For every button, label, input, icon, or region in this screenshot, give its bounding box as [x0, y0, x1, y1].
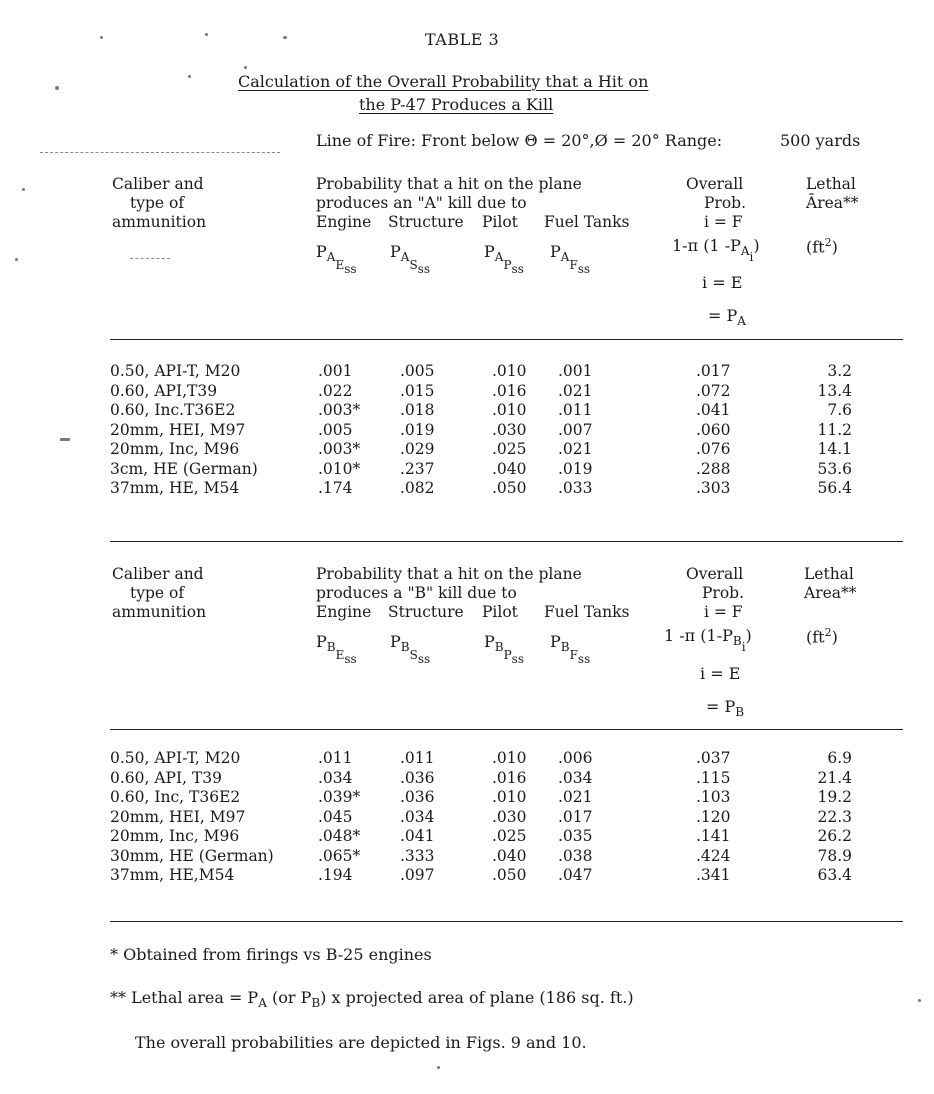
lethal-col-header: Ārea**	[806, 194, 859, 212]
ammunition-cell: 0.60, API,T39	[110, 381, 218, 400]
pilot-col-header: Pilot	[482, 213, 518, 231]
symbol-fuel: $P_{BFss}$	[550, 632, 591, 667]
pilot-cell: .050	[492, 866, 527, 884]
table-title-line-2: the P-47 Produces a Kill	[359, 95, 554, 114]
overall-cell: .041	[696, 401, 731, 419]
symbol-pilot: $P_{APss}$	[484, 242, 524, 277]
lethal-area-cell: 11.2	[817, 420, 852, 439]
overall-cell: .288	[696, 459, 731, 478]
symbol-structure: $P_{ASss}$	[390, 242, 430, 277]
figures-note: The overall probabilities are depicted in Figs. 9 and 10.	[135, 1033, 587, 1052]
engine-cell: .174	[318, 479, 353, 497]
lethal-area-cell: 26.2	[817, 827, 852, 845]
ammunition-cell: 20mm, HEI, M97	[110, 420, 246, 439]
pilot-cell: .010	[492, 401, 527, 419]
ammunition-cell: 37mm, HE,M54	[110, 866, 235, 884]
fuel-cell: .033	[558, 479, 593, 497]
pilot-cell: .016	[492, 381, 527, 400]
engine-cell: .039*	[318, 788, 361, 806]
pilot-col-header: Pilot	[482, 603, 518, 621]
caliber-col-header: Caliber and	[112, 565, 204, 583]
lethal-col-header: Lethal	[806, 175, 856, 193]
overall-col-header: i = F	[704, 603, 743, 621]
overall-cell: .017	[696, 362, 731, 380]
overall-cell: .115	[696, 768, 731, 787]
ammunition-cell: 0.60, API, T39	[110, 768, 223, 787]
structure-cell: .019	[400, 420, 435, 439]
footnote-double-asterisk: ** Lethal area = $P_A$ (or $P_B$) x projected area of plane (186 sq. ft.)	[110, 988, 634, 1011]
probability-col-header: Probability that a hit on the plane	[316, 175, 582, 193]
section-a-header-rule	[110, 339, 903, 340]
lethal-area-cell: 7.6	[827, 401, 852, 419]
structure-cell: .034	[400, 807, 435, 826]
fuel-cell: .007	[558, 420, 593, 439]
overall-col-header: Overall	[686, 175, 744, 193]
symbol-engine: $P_{AEss}$	[316, 242, 357, 277]
range-value: 500 yards	[780, 131, 861, 150]
overall-cell: .141	[696, 827, 731, 845]
lethal-area-cell: 21.4	[817, 768, 852, 787]
fuel-cell: .006	[558, 749, 593, 767]
ammunition-cell: 30mm, HE (German)	[110, 846, 274, 865]
pilot-cell: .010	[492, 749, 527, 767]
engine-cell: .045	[318, 807, 353, 826]
fuel-cell: .021	[558, 381, 593, 400]
engine-cell: .001	[318, 362, 353, 380]
engine-cell: .194	[318, 866, 353, 884]
caliber-col-header: type of	[130, 584, 185, 602]
overall-cell: .424	[696, 846, 731, 865]
table-label: TABLE 3	[425, 30, 500, 49]
structure-col-header: Structure	[388, 213, 464, 231]
structure-cell: .097	[400, 866, 435, 884]
overall-cell: .076	[696, 440, 731, 458]
fuel-cell: .047	[558, 866, 593, 884]
i-equals-e: i = E	[702, 273, 743, 292]
structure-col-header: Structure	[388, 603, 464, 621]
engine-cell: .048*	[318, 827, 361, 845]
engine-cell: .065*	[318, 846, 361, 865]
overall-formula: 1-π (1 $-P_{Ai}$)	[672, 236, 760, 265]
engine-cell: .011	[318, 749, 353, 767]
engine-cell: .010*	[318, 459, 361, 478]
fuel-col-header: Fuel Tanks	[544, 603, 630, 621]
overall-col-header: Prob.	[702, 584, 745, 602]
probability-col-header: produces a "B" kill due to	[316, 584, 517, 602]
probability-col-header: produces an "A" kill due to	[316, 194, 527, 212]
section-divider-rule	[110, 541, 903, 542]
structure-cell: .036	[400, 768, 435, 787]
engine-cell: .003*	[318, 401, 361, 419]
ammunition-cell: 20mm, Inc, M96	[110, 827, 240, 845]
pilot-cell: .030	[492, 807, 527, 826]
pilot-cell: .010	[492, 788, 527, 806]
lethal-area-cell: 63.4	[817, 866, 852, 884]
engine-cell: .034	[318, 768, 353, 787]
structure-cell: .015	[400, 381, 435, 400]
fuel-cell: .017	[558, 807, 593, 826]
pilot-cell: .040	[492, 459, 527, 478]
structure-cell: .036	[400, 788, 435, 806]
lethal-area-cell: 13.4	[817, 381, 852, 400]
table-bottom-rule	[110, 921, 903, 922]
lethal-area-cell: 56.4	[817, 479, 852, 497]
ammunition-cell: 0.50, API-T, M20	[110, 362, 241, 380]
pilot-cell: .050	[492, 479, 527, 497]
caliber-col-header: Caliber and	[112, 175, 204, 193]
ammunition-cell: 0.50, API-T, M20	[110, 749, 241, 767]
overall-cell: .060	[696, 420, 731, 439]
fuel-cell: .019	[558, 459, 593, 478]
lethal-area-cell: 19.2	[817, 788, 852, 806]
overall-cell: .303	[696, 479, 731, 497]
equals-p: = $P_B$	[706, 697, 745, 720]
structure-cell: .029	[400, 440, 435, 458]
structure-cell: .082	[400, 479, 435, 497]
overall-cell: .072	[696, 381, 731, 400]
symbol-structure: $P_{BSss}$	[390, 632, 431, 667]
engine-cell: .005	[318, 420, 353, 439]
fuel-cell: .001	[558, 362, 593, 380]
symbol-engine: $P_{BEss}$	[316, 632, 357, 667]
structure-cell: .237	[400, 459, 435, 478]
engine-col-header: Engine	[316, 603, 372, 621]
fuel-cell: .035	[558, 827, 593, 845]
structure-cell: .041	[400, 827, 435, 845]
pilot-cell: .040	[492, 846, 527, 865]
lethal-area-cell: 53.6	[817, 459, 852, 478]
overall-cell: .120	[696, 807, 731, 826]
i-equals-e: i = E	[700, 664, 741, 683]
lethal-area-cell: 14.1	[817, 440, 852, 458]
engine-cell: .022	[318, 381, 353, 400]
structure-cell: .011	[400, 749, 435, 767]
ammunition-cell: 3cm, HE (German)	[110, 459, 258, 478]
pilot-cell: .010	[492, 362, 527, 380]
overall-cell: .037	[696, 749, 731, 767]
fuel-cell: .021	[558, 440, 593, 458]
engine-col-header: Engine	[316, 213, 372, 231]
lethal-col-header: Area**	[804, 584, 857, 602]
section-b-header-rule	[110, 729, 903, 730]
overall-col-header: i = F	[704, 213, 743, 231]
lethal-units: $(ft^2)$	[806, 626, 838, 647]
engine-cell: .003*	[318, 440, 361, 458]
caliber-col-header: ammunition	[112, 603, 207, 621]
ammunition-cell: 37mm, HE, M54	[110, 479, 240, 497]
fuel-cell: .038	[558, 846, 593, 865]
lethal-area-cell: 6.9	[827, 749, 852, 767]
ammunition-cell: 20mm, HEI, M97	[110, 807, 246, 826]
fuel-cell: .034	[558, 768, 593, 787]
line-of-fire: Line of Fire: Front below Θ = 20°,Ø = 20° Range:	[316, 131, 723, 150]
lethal-col-header: Lethal	[804, 565, 854, 583]
overall-cell: .341	[696, 866, 731, 884]
ammunition-cell: 0.60, Inc.T36E2	[110, 401, 236, 419]
caliber-col-header: ammunition	[112, 213, 207, 231]
ammunition-cell: 20mm, Inc, M96	[110, 440, 240, 458]
structure-cell: .333	[400, 846, 435, 865]
equals-p: = $P_A$	[708, 306, 746, 329]
symbol-pilot: $P_{BPss}$	[484, 632, 524, 667]
pilot-cell: .030	[492, 420, 527, 439]
structure-cell: .005	[400, 362, 435, 380]
probability-col-header: Probability that a hit on the plane	[316, 565, 582, 583]
fuel-cell: .011	[558, 401, 593, 419]
overall-formula: 1 -π $(1-P_{Bi})$	[664, 626, 752, 655]
pilot-cell: .025	[492, 440, 527, 458]
overall-cell: .103	[696, 788, 731, 806]
pilot-cell: .025	[492, 827, 527, 845]
ammunition-cell: 0.60, Inc, T36E2	[110, 788, 241, 806]
structure-cell: .018	[400, 401, 435, 419]
lethal-area-cell: 78.9	[817, 846, 852, 865]
footnote-asterisk: * Obtained from firings vs B-25 engines	[110, 945, 432, 964]
lethal-area-cell: 22.3	[817, 807, 852, 826]
symbol-fuel: $P_{AFss}$	[550, 242, 591, 277]
fuel-cell: .021	[558, 788, 593, 806]
pilot-cell: .016	[492, 768, 527, 787]
fuel-col-header: Fuel Tanks	[544, 213, 630, 231]
caliber-col-header: type of	[130, 194, 185, 212]
table-title-line-1: Calculation of the Overall Probability that a Hit on	[238, 72, 649, 91]
overall-col-header: Prob.	[704, 194, 747, 212]
lethal-units: $(ft^2)$	[806, 236, 838, 257]
lethal-area-cell: 3.2	[827, 362, 852, 380]
overall-col-header: Overall	[686, 565, 744, 583]
